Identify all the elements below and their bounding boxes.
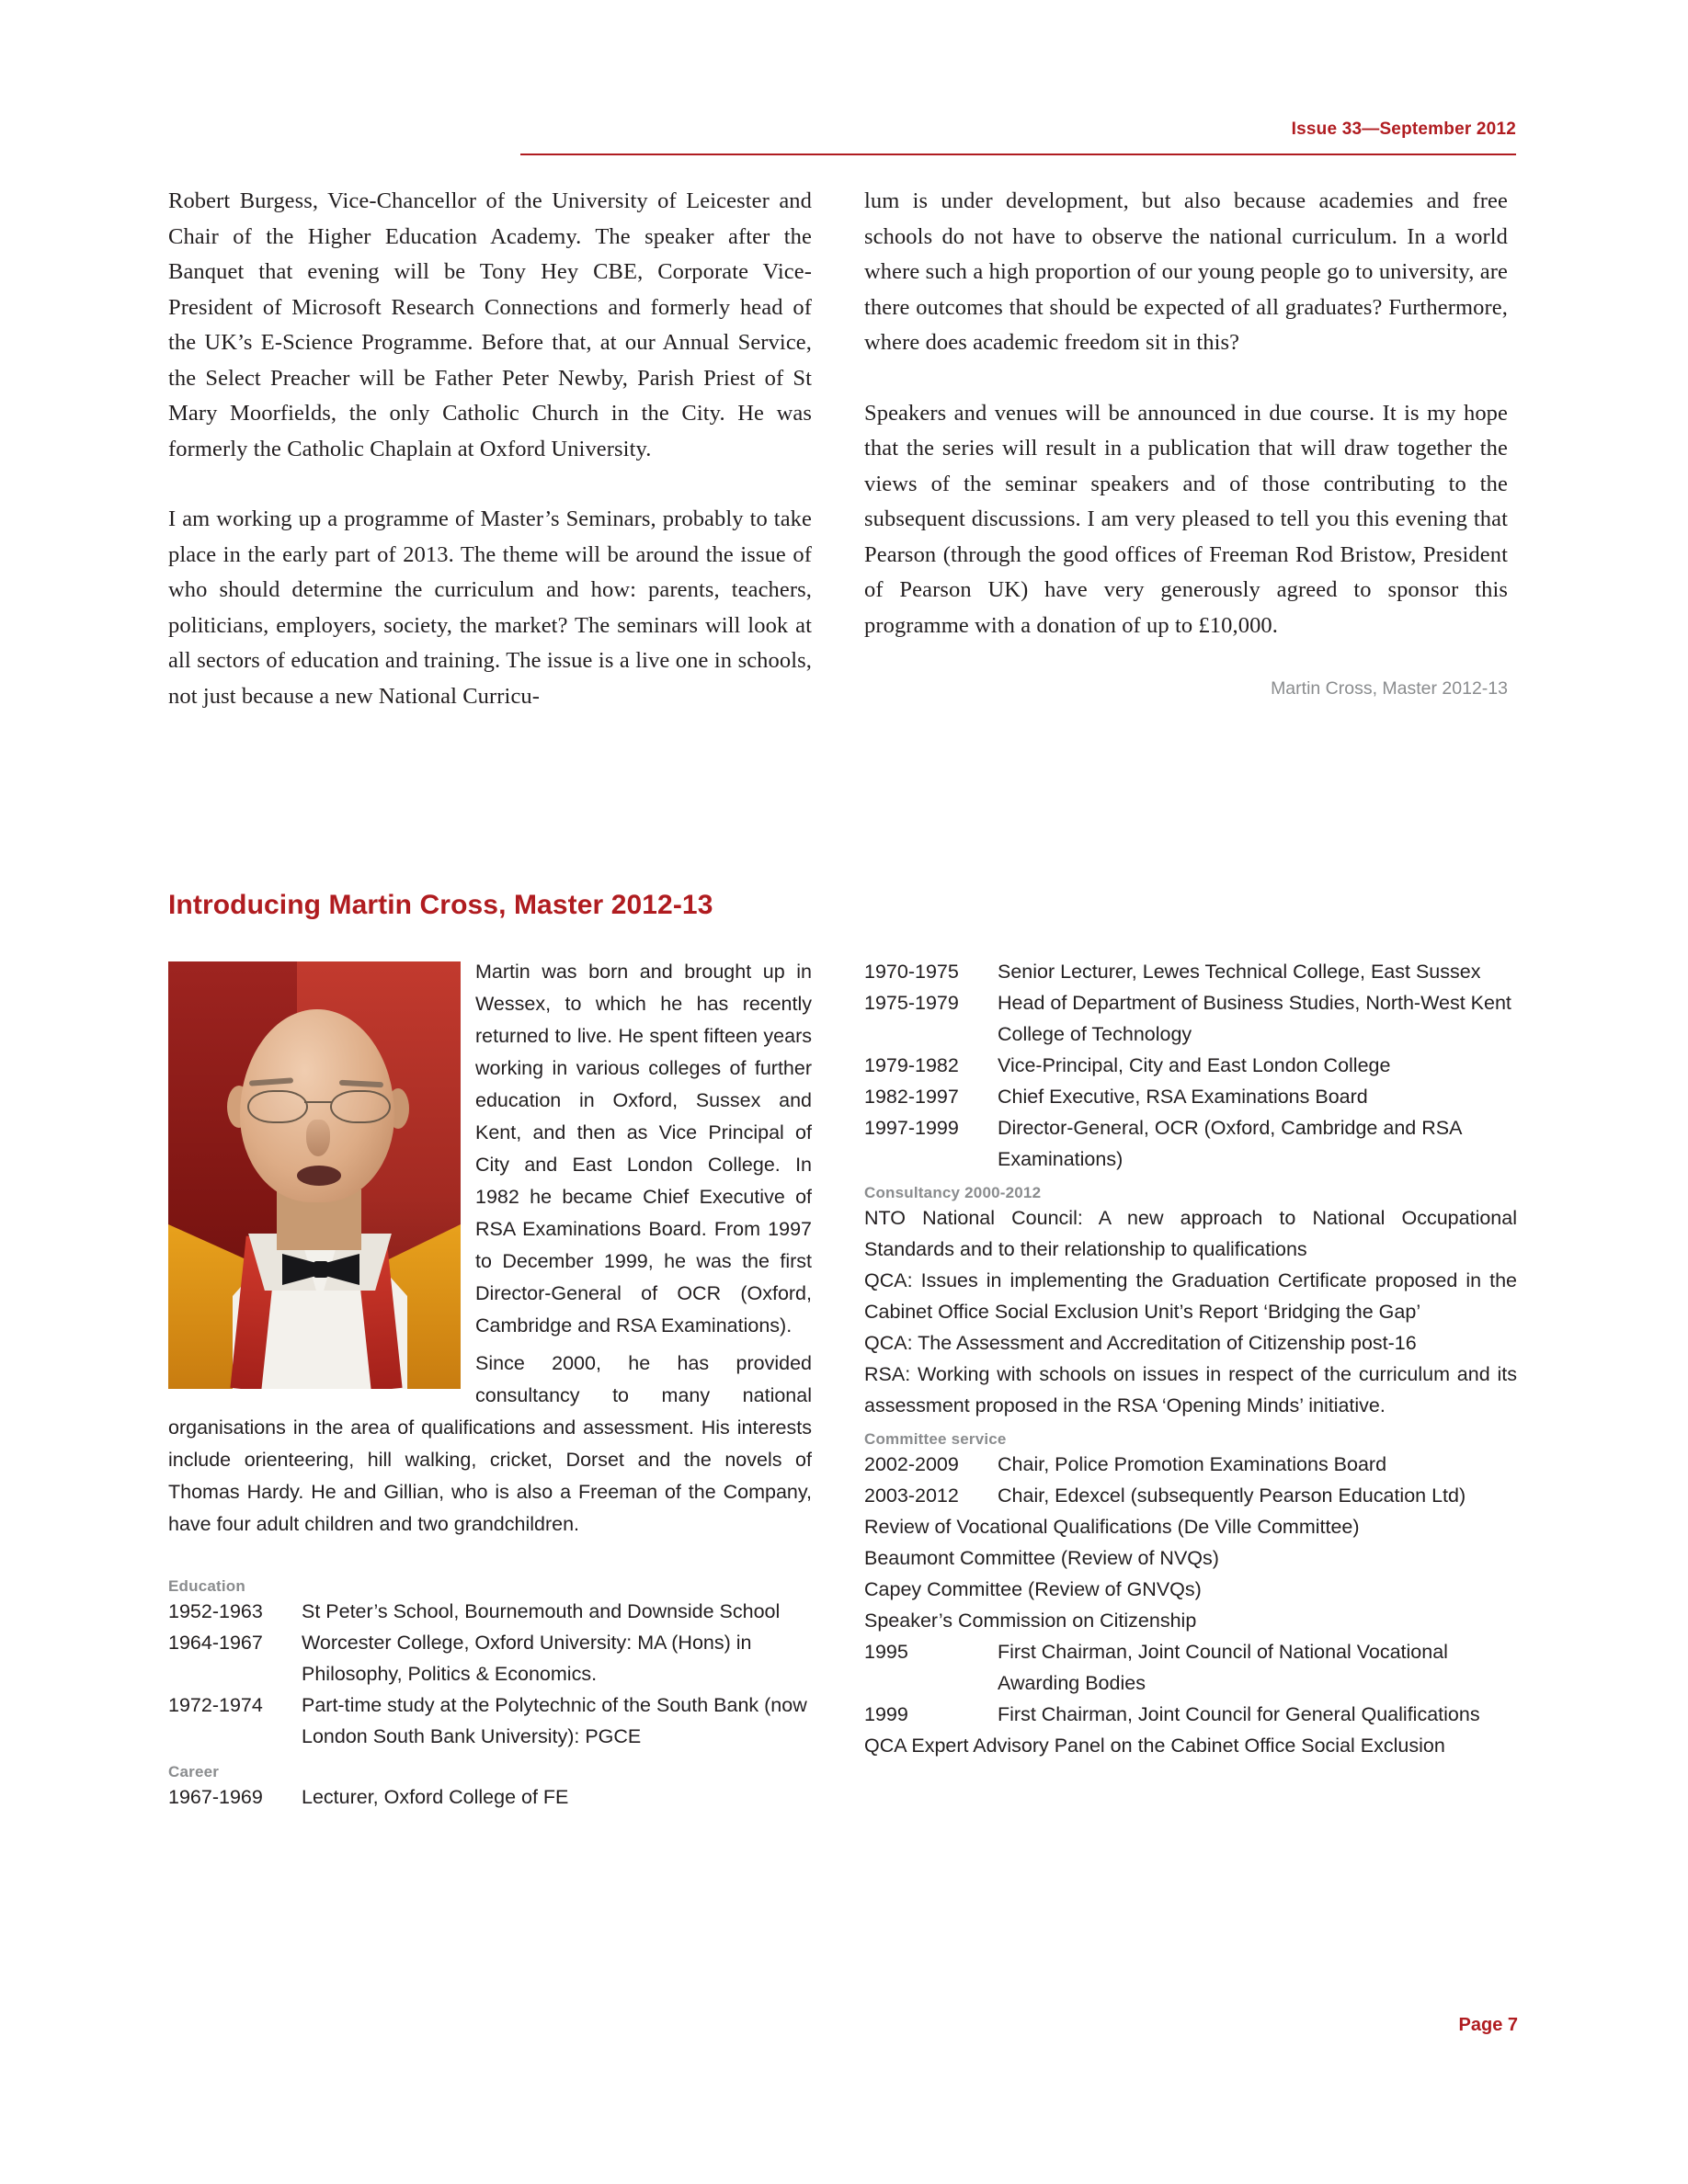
- career-label: Career: [168, 1763, 220, 1780]
- entry-text: Vice-Principal, City and East London College: [998, 1054, 1391, 1076]
- portrait-photo: [168, 961, 461, 1389]
- list-item: [864, 1081, 1517, 1112]
- paragraph: I am working up a programme of Master’s Seminars, probably to take place in the early part of 2013. The theme will be around the issue of who should determine the curriculum and how: parents, teachers, politicians, employers, society, the market? The seminars will look at all sectors of education and training. The issue is a live one in schools, not just because a new National Curricu-: [168, 506, 812, 709]
- biography-paragraph: Martin was born and brought up in Wessex, to which he has recently returned to live. He spent fifteen years working in various colleges of further education in Oxford, Sussex and Kent, and then as Vice Principal of City and East London College. In 1982 he became Chief Executive of RSA Examinations Board. From 1997 to December 1999, he was the first Director-General of OCR (Oxford, Cambridge and RSA Examinations).: [475, 961, 812, 1337]
- list-item: Capey Committee (Review of GNVQs): [864, 1578, 1202, 1600]
- list-item: [168, 1689, 812, 1752]
- entry-text: Head of Department of Business Studies, North-West Kent College of Technology: [998, 992, 1511, 1045]
- issue-label: Issue 33—September 2012: [1291, 119, 1516, 139]
- education-label: Education: [168, 1577, 245, 1595]
- mouth: [297, 1166, 341, 1186]
- list-item: [864, 1699, 1517, 1730]
- entry-years: 1997-1999: [864, 1117, 959, 1139]
- page-title: Introducing Martin Cross, Master 2012-13: [168, 890, 713, 920]
- career-list-right: [864, 956, 1517, 1175]
- list-item: RSA: Working with schools on issues in respect of the curriculum and its assessment proposed in the RSA ‘Opening Minds’ initiative.: [864, 1363, 1517, 1416]
- page-number: Page 7: [1458, 2015, 1518, 2035]
- upper-left-column: [168, 184, 812, 749]
- entry-text: Part-time study at the Polytechnic of the South Bank (now London South Bank University): PGCE: [302, 1694, 807, 1747]
- lower-left-column: [168, 956, 812, 1813]
- entry-text: First Chairman, Joint Council of National Vocational Awarding Bodies: [998, 1641, 1448, 1694]
- glasses-icon: [245, 1090, 391, 1121]
- upper-right-column: [864, 184, 1508, 700]
- entry-text: Chair, Edexcel (subsequently Pearson Education Ltd): [998, 1484, 1466, 1507]
- entry-years: 1975-1979: [864, 992, 959, 1014]
- entry-years: 1970-1975: [864, 961, 959, 983]
- list-item: [864, 956, 1517, 987]
- list-item: [864, 1112, 1517, 1175]
- header-rule: [520, 154, 1516, 155]
- list-item: [864, 1636, 1517, 1699]
- entry-years: 1972-1974: [168, 1694, 263, 1716]
- career-list-left: [168, 1781, 812, 1813]
- committee-label: Committee service: [864, 1430, 1007, 1448]
- paragraph: Robert Burgess, Vice-Chancellor of the University of Leicester and Chair of the Higher Education Academy. The speaker after the Banquet that evening will be Tony Hey CBE, Corporate Vice-President of Microsoft Research Connections and formerly head of the UK’s E-Science Programme. Before that, at our Annual Service, the Select Preacher will be Father Peter Newby, Parish Priest of St Mary Moorfields, the only Catholic Church in the City. He was formerly the Catholic Chaplain at Oxford University.: [168, 188, 812, 461]
- entry-years: 1995: [864, 1641, 908, 1663]
- entry-text: Senior Lecturer, Lewes Technical College, East Sussex: [998, 961, 1481, 983]
- biography-paragraph-continued: Since 2000, he has provided consultancy to many national organisations in the area of qualifications and assessment. His interests include orienteering, hill walking, cricket, Dorset and the novels of Thomas Hardy. He and Gillian, who is also a Freeman of the Company, have four adult children and two grandchildren.: [168, 1352, 812, 1535]
- entry-years: 1979-1982: [864, 1054, 959, 1076]
- list-item: NTO National Council: A new approach to National Occupational Standards and to their relationship to qualifications: [864, 1207, 1517, 1260]
- list-item: Review of Vocational Qualifications (De Ville Committee): [864, 1516, 1360, 1538]
- paragraph: lum is under development, but also because academies and free schools do not have to observe the national curriculum. In a world where such a high proportion of our young people go to university, are there outcomes that should be expected of all graduates? Furthermore, where does academic freedom sit in this?: [864, 188, 1508, 355]
- entry-years: 2002-2009: [864, 1453, 959, 1475]
- list-item: QCA: Issues in implementing the Graduation Certificate proposed in the Cabinet Office Social Exclusion Unit’s Report ‘Bridging the Gap’: [864, 1269, 1517, 1323]
- lower-right-column: [864, 956, 1517, 1761]
- list-item: [864, 1449, 1517, 1480]
- entry-years: 1967-1969: [168, 1786, 263, 1808]
- page-header: [168, 119, 1516, 140]
- entry-years: 1982-1997: [864, 1086, 959, 1108]
- consultancy-list: [864, 1202, 1517, 1421]
- entry-years: 1952-1963: [168, 1600, 263, 1622]
- article-attribution: Martin Cross, Master 2012-13: [1271, 678, 1508, 699]
- list-item: Speaker’s Commission on Citizenship: [864, 1610, 1197, 1632]
- entry-years: 1964-1967: [168, 1632, 263, 1654]
- list-item: [168, 1627, 812, 1689]
- committee-list: [864, 1449, 1517, 1761]
- list-item: [864, 987, 1517, 1050]
- entry-text: Director-General, OCR (Oxford, Cambridge and RSA Examinations): [998, 1117, 1462, 1170]
- list-item: [864, 1050, 1517, 1081]
- entry-text: Chief Executive, RSA Examinations Board: [998, 1086, 1368, 1108]
- entry-text: Worcester College, Oxford University: MA (Hons) in Philosophy, Politics & Economics.: [302, 1632, 752, 1685]
- entry-years: 1999: [864, 1703, 908, 1725]
- paragraph: Speakers and venues will be announced in due course. It is my hope that the series will result in a publication that will draw together the views of the seminar speakers and of those contributing to the subsequent discussions. I am very pleased to tell you this evening that Pearson (through the good offices of Freeman Rod Bristow, President of Pearson UK) have very generously agreed to sponsor this programme with a donation of up to £10,000.: [864, 400, 1508, 638]
- list-item: [864, 1480, 1517, 1511]
- list-item: [168, 1781, 812, 1813]
- list-item: [168, 1596, 812, 1627]
- entry-text: First Chairman, Joint Council for General Qualifications: [998, 1703, 1480, 1725]
- education-list: [168, 1596, 812, 1752]
- entry-text: St Peter’s School, Bournemouth and Downside School: [302, 1600, 781, 1622]
- consultancy-label: Consultancy 2000-2012: [864, 1184, 1042, 1201]
- list-item: Beaumont Committee (Review of NVQs): [864, 1547, 1219, 1569]
- nose: [306, 1120, 330, 1156]
- list-item: QCA Expert Advisory Panel on the Cabinet Office Social Exclusion: [864, 1735, 1445, 1757]
- list-item: QCA: The Assessment and Accreditation of Citizenship post-16: [864, 1332, 1417, 1354]
- entry-text: Lecturer, Oxford College of FE: [302, 1786, 569, 1808]
- bow-tie: [282, 1254, 359, 1285]
- entry-years: 2003-2012: [864, 1484, 959, 1507]
- entry-text: Chair, Police Promotion Examinations Board: [998, 1453, 1387, 1475]
